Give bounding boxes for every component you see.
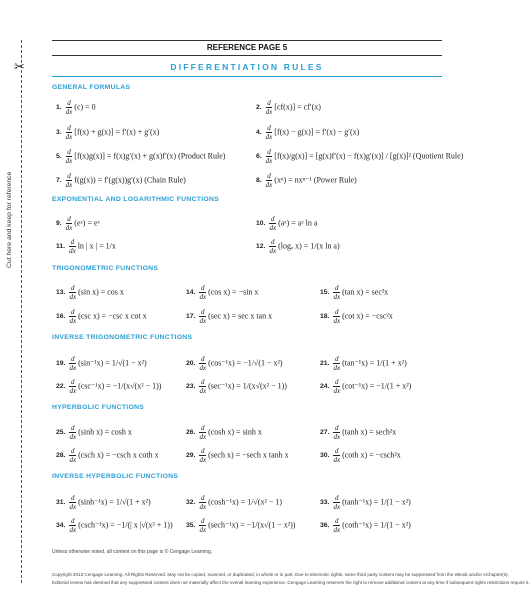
formula-number: 6. [256, 153, 262, 161]
formula-19 [56, 355, 147, 372]
derivative-operator: $\frac{d}{dx}$ [333, 517, 341, 534]
formula-expression: (sech x) = −sech x tanh x [208, 450, 289, 460]
reference-page-label: REFERENCE PAGE 5 [52, 40, 442, 56]
formula-number: 34. [56, 522, 66, 530]
formula-expression: (sec x) = sec x tan x [208, 311, 273, 321]
formula-10 [256, 215, 317, 232]
formula-expression: (eˣ) = eˣ [74, 218, 100, 228]
formula-number: 1. [56, 104, 62, 112]
formula-25 [56, 424, 132, 441]
derivative-operator: $\frac{d}{dx}$ [265, 124, 273, 141]
formula-21 [320, 355, 407, 372]
formula-number: 29. [186, 452, 196, 460]
derivative-operator: $\frac{d}{dx}$ [333, 355, 341, 372]
derivative-operator: $\frac{d}{dx}$ [65, 99, 73, 116]
formula-number: 5. [56, 153, 62, 161]
page-title: DIFFERENTIATION RULES [170, 62, 324, 72]
formula-31 [56, 494, 151, 511]
formula-number: 27. [320, 429, 330, 437]
formula-expression: (sin x) = cos x [78, 287, 124, 297]
formula-7 [56, 172, 186, 189]
derivative-operator: $\frac{d}{dx}$ [65, 124, 73, 141]
formula-expression: [f(x) − g(x)] = f′(x) − g′(x) [274, 127, 360, 137]
section-trig: TRIGONOMETRIC FUNCTIONS [52, 265, 159, 272]
formula-expression: (csc⁻¹x) = −1/(x√(x² − 1)) [78, 381, 162, 391]
formula-number: 31. [56, 499, 66, 507]
formula-number: 25. [56, 429, 66, 437]
derivative-operator: $\frac{d}{dx}$ [69, 308, 77, 325]
formula-number: 9. [56, 220, 62, 228]
formula-24 [320, 378, 411, 395]
formula-1 [56, 99, 96, 116]
copyright-line-2: Editorial review has deemed that any suppressed content does not materially affect the overall learning experience. Cengage Learning reserves the right to remove additional content at any time if subsequent rights restrictions require it. [52, 580, 530, 585]
formula-number: 23. [186, 383, 196, 391]
section-invtrig: INVERSE TRIGONOMETRIC FUNCTIONS [52, 334, 193, 341]
formula-expression: (tan⁻¹x) = 1/(1 + x²) [342, 358, 407, 368]
derivative-operator: $\frac{d}{dx}$ [333, 494, 341, 511]
formula-number: 28. [56, 452, 66, 460]
formula-16 [56, 308, 147, 325]
formula-expression: (aˣ) = aˣ ln a [278, 218, 318, 228]
formula-number: 36. [320, 522, 330, 530]
derivative-operator: $\frac{d}{dx}$ [199, 378, 207, 395]
derivative-operator: $\frac{d}{dx}$ [269, 215, 277, 232]
section-explog: EXPONENTIAL AND LOGARITHMIC FUNCTIONS [52, 196, 220, 203]
formula-expression: ln | x | = 1/x [77, 241, 116, 251]
title-divider [52, 76, 442, 77]
formula-expression: (sin⁻¹x) = 1/√(1 − x²) [78, 358, 147, 368]
formula-expression: (csc x) = −csc x cot x [78, 311, 147, 321]
formula-number: 3. [56, 129, 62, 137]
derivative-operator: $\frac{d}{dx}$ [265, 148, 273, 165]
formula-number: 32. [186, 499, 196, 507]
formula-number: 17. [186, 313, 196, 321]
formula-number: 30. [320, 452, 330, 460]
formula-number: 7. [56, 177, 62, 185]
formula-expression: (cot⁻¹x) = −1/(1 + x²) [342, 381, 412, 391]
formula-expression: (coth⁻¹x) = 1/(1 − x²) [342, 520, 411, 530]
formula-number: 13. [56, 289, 66, 297]
formula-expression: (xⁿ) = nxⁿ⁻¹ (Power Rule) [274, 175, 357, 185]
formula-expression: [cf(x)] = cf′(x) [274, 102, 321, 112]
derivative-operator: $\frac{d}{dx}$ [199, 355, 207, 372]
derivative-operator: $\frac{d}{dx}$ [199, 494, 207, 511]
derivative-operator: $\frac{d}{dx}$ [65, 215, 73, 232]
formula-22 [56, 378, 161, 395]
formula-expression: (tanh⁻¹x) = 1/(1 − x²) [342, 497, 411, 507]
formula-expression: (cosh x) = sinh x [208, 427, 262, 437]
formula-expression: (tan x) = sec²x [342, 287, 389, 297]
derivative-operator: $\frac{d}{dx}$ [69, 447, 77, 464]
formula-expression: (sinh x) = cosh x [78, 427, 132, 437]
formula-expression: [f(x)/g(x)] = [g(x)f′(x) − f(x)g′(x)] / [g(x)]² (Quotient Rule) [274, 151, 464, 161]
formula-26 [186, 424, 262, 441]
formula-33 [320, 494, 411, 511]
derivative-operator: $\frac{d}{dx}$ [265, 99, 273, 116]
formula-34 [56, 517, 173, 534]
formula-number: 15. [320, 289, 330, 297]
formula-36 [320, 517, 411, 534]
formula-30 [320, 447, 401, 464]
derivative-operator: $\frac{d}{dx}$ [199, 517, 207, 534]
formula-number: 19. [56, 360, 66, 368]
formula-29 [186, 447, 289, 464]
formula-expression: (cosh⁻¹x) = 1/√(x² − 1) [208, 497, 283, 507]
formula-12 [256, 238, 340, 255]
formula-expression: (csch x) = −csch x coth x [78, 450, 159, 460]
derivative-operator: $\frac{d}{dx}$ [69, 424, 77, 441]
formula-18 [320, 308, 393, 325]
formula-14 [186, 284, 258, 301]
formula-expression: (tanh x) = sech²x [342, 427, 397, 437]
formula-expression: [f(x) + g(x)] = f′(x) + g′(x) [74, 127, 160, 137]
formula-32 [186, 494, 282, 511]
derivative-operator: $\frac{d}{dx}$ [69, 284, 77, 301]
formula-expression: (sec⁻¹x) = 1/(x√(x² − 1)) [208, 381, 287, 391]
derivative-operator: $\frac{d}{dx}$ [69, 494, 77, 511]
derivative-operator: $\frac{d}{dx}$ [333, 424, 341, 441]
derivative-operator: $\frac{d}{dx}$ [333, 284, 341, 301]
formula-expression: (coth x) = −csch²x [342, 450, 401, 460]
formula-expression: f(g(x)) = f′(g(x))g′(x) (Chain Rule) [74, 175, 186, 185]
formula-13 [56, 284, 124, 301]
formula-20 [186, 355, 283, 372]
content-note: Unless otherwise noted, all content on this page is © Cengage Learning. [52, 549, 213, 555]
formula-number: 26. [186, 429, 196, 437]
formula-number: 10. [256, 220, 266, 228]
formula-number: 24. [320, 383, 330, 391]
formula-number: 20. [186, 360, 196, 368]
formula-expression: (cos⁻¹x) = −1/√(1 − x²) [208, 358, 283, 368]
formula-5 [56, 148, 225, 165]
derivative-operator: $\frac{d}{dx}$ [333, 308, 341, 325]
formula-3 [56, 124, 159, 141]
formula-23 [186, 378, 287, 395]
cut-instruction: Cut here and keep for reference [6, 171, 13, 268]
derivative-operator: $\frac{d}{dx}$ [65, 172, 73, 189]
derivative-operator: $\frac{d}{dx}$ [333, 447, 341, 464]
formula-number: 2. [256, 104, 262, 112]
formula-number: 22. [56, 383, 66, 391]
formula-expression: (sinh⁻¹x) = 1/√(1 + x²) [78, 497, 151, 507]
formula-expression: (cot x) = −csc²x [342, 311, 393, 321]
derivative-operator: $\frac{d}{dx}$ [69, 378, 77, 395]
section-general: GENERAL FORMULAS [52, 84, 131, 91]
formula-number: 21. [320, 360, 330, 368]
section-hyp: HYPERBOLIC FUNCTIONS [52, 404, 145, 411]
formula-4 [256, 124, 359, 141]
formula-35 [186, 517, 295, 534]
formula-9 [56, 215, 100, 232]
formula-number: 4. [256, 129, 262, 137]
formula-15 [320, 284, 388, 301]
derivative-operator: $\frac{d}{dx}$ [199, 308, 207, 325]
formula-number: 11. [56, 243, 66, 251]
formula-number: 33. [320, 499, 330, 507]
formula-expression: (cos x) = −sin x [208, 287, 259, 297]
formula-17 [186, 308, 272, 325]
derivative-operator: $\frac{d}{dx}$ [69, 517, 77, 534]
derivative-operator: $\frac{d}{dx}$ [199, 447, 207, 464]
formula-expression: (csch⁻¹x) = −1/(| x |√(x² + 1)) [78, 520, 173, 530]
derivative-operator: $\frac{d}{dx}$ [333, 378, 341, 395]
section-invhyp: INVERSE HYPERBOLIC FUNCTIONS [52, 473, 179, 480]
derivative-operator: $\frac{d}{dx}$ [69, 355, 77, 372]
formula-expression: [f(x)g(x)] = f(x)g′(x) + g(x)f′(x) (Product Rule) [74, 151, 226, 161]
derivative-operator: $\frac{d}{dx}$ [65, 148, 73, 165]
formula-6 [256, 148, 463, 165]
derivative-operator: $\frac{d}{dx}$ [265, 172, 273, 189]
formula-expression: (sech⁻¹x) = −1/(x√(1 − x²)) [208, 520, 296, 530]
scissors-icon: ✂ [14, 60, 25, 75]
copyright-line-1: Copyright 2013 Cengage Learning. All Rights Reserved. May not be copied, scanned, or duplicated, in whole or in part. Due to electronic rights, some third party content may be suppressed from the eBook and/or eChapter(s). [52, 572, 509, 577]
formula-number: 8. [256, 177, 262, 185]
formula-2 [256, 99, 321, 116]
formula-number: 16. [56, 313, 66, 321]
formula-11 [56, 238, 116, 255]
formula-number: 12. [256, 243, 266, 251]
derivative-operator: $\frac{d}{dx}$ [69, 238, 76, 255]
formula-expression: (c) = 0 [74, 102, 96, 112]
formula-number: 14. [186, 289, 196, 297]
derivative-operator: $\frac{d}{dx}$ [269, 238, 277, 255]
formula-27 [320, 424, 396, 441]
formula-expression: (logₐ x) = 1/(x ln a) [278, 241, 340, 251]
cut-line [21, 40, 22, 583]
derivative-operator: $\frac{d}{dx}$ [199, 284, 207, 301]
formula-number: 18. [320, 313, 330, 321]
formula-8 [256, 172, 357, 189]
formula-number: 35. [186, 522, 196, 530]
formula-28 [56, 447, 159, 464]
derivative-operator: $\frac{d}{dx}$ [199, 424, 207, 441]
